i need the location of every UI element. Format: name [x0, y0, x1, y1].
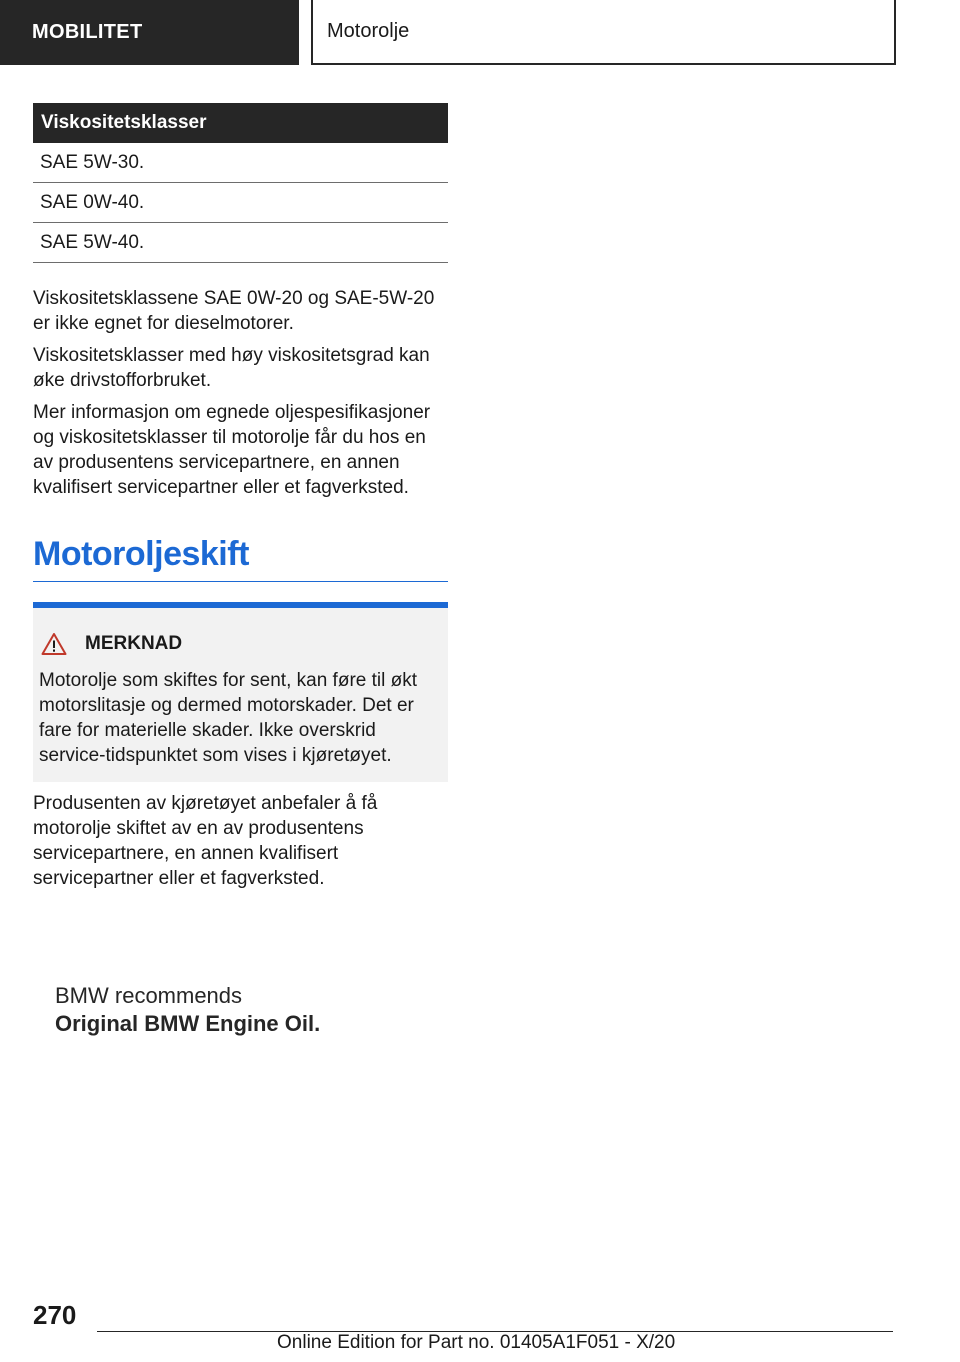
- paragraph-oil-change-recommendation: Produsenten av kjøretøyet anbefaler å få motorolje skiftet av en av produsentens servicepartnere, en annen kvalifisert servicepartner eller et fagverksted.: [33, 793, 378, 889]
- header-section-tab: [0, 0, 299, 65]
- page-number: 270: [33, 1300, 77, 1330]
- table-row: [33, 183, 448, 223]
- table-cell: SAE 0W-40.: [33, 183, 448, 223]
- notice-text: Motorolje som skiftes for sent, kan føre til økt motorslitasje og dermed motorskader. Det er fare for materielle skader. Ikke overskrid service-tidspunktet som vises i kjøretøyet.: [39, 670, 417, 766]
- paragraph-consumption-note: Viskositetsklasser med høy viskositetsgrad kan øke drivstofforbruket.: [33, 345, 430, 391]
- header-chapter-label: Motorolje: [327, 20, 410, 42]
- paragraph-diesel-note: Viskositetsklassene SAE 0W-20 og SAE-5W-20 er ikke egnet for dieselmotorer.: [33, 288, 435, 334]
- section-title: Motoroljeskift: [33, 535, 448, 582]
- notice-box: [33, 602, 448, 782]
- header-section-label: MOBILITET: [32, 21, 143, 43]
- bmw-oil-promo: [55, 982, 320, 1038]
- table-row: [33, 223, 448, 263]
- notice-label: MERKNAD: [85, 633, 183, 654]
- paragraph-more-info: Mer informasjon om egnede oljespesifikasjoner og viskositetsklasser til motorolje får du hos en av produsentens servicepartnere, en annen kvalifisert servicepartner eller et fagverksted.: [33, 402, 431, 498]
- viscosity-table: [33, 103, 448, 263]
- promo-line-2: Original BMW Engine Oil.: [55, 1011, 321, 1036]
- notice-heading: [41, 632, 182, 656]
- warning-triangle-icon: [41, 632, 67, 656]
- table-cell: SAE 5W-40.: [33, 223, 448, 263]
- header-chapter-box: [311, 0, 896, 65]
- promo-line-1: BMW recommends: [55, 983, 243, 1008]
- footer-edition: Online Edition for Part no. 01405A1F051 - X/20: [277, 1332, 676, 1353]
- table-row: [33, 143, 448, 183]
- table-cell: SAE 5W-30.: [33, 143, 448, 183]
- table-header-row: [33, 103, 448, 143]
- table-header-cell: Viskositetsklasser: [33, 103, 448, 143]
